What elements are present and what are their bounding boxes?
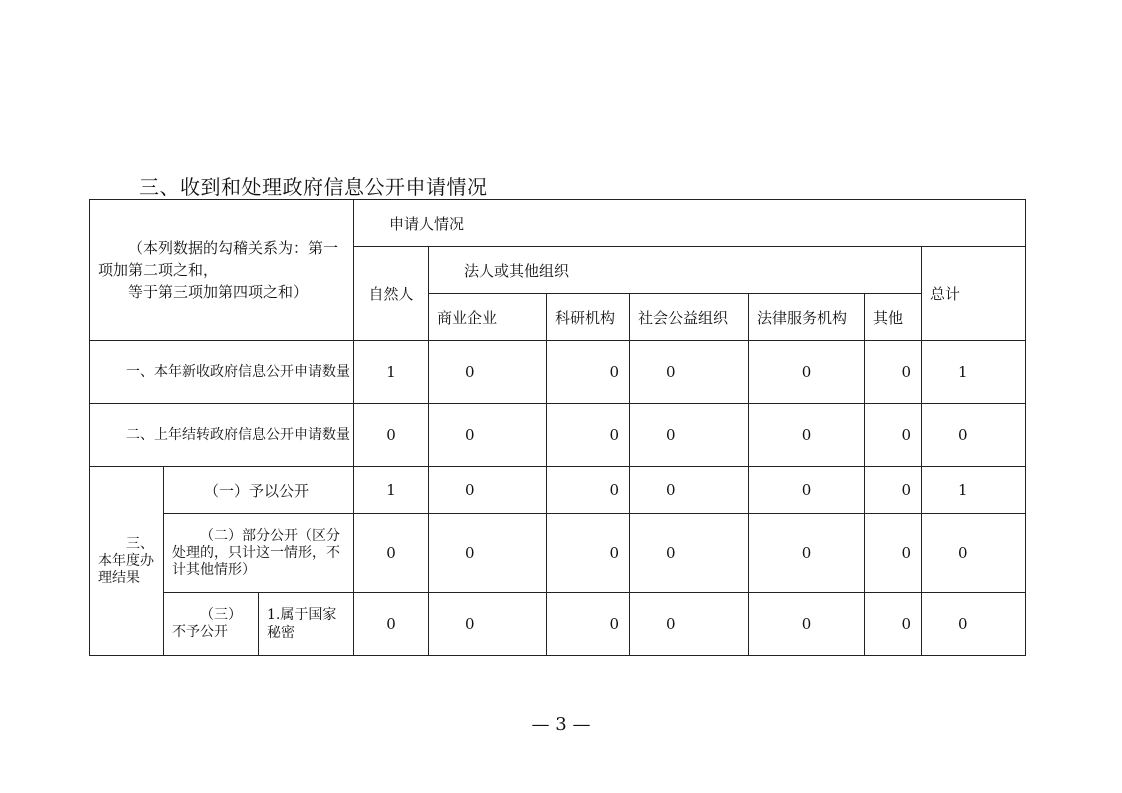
- type-public-welfare-org: 社会公益组织: [630, 294, 749, 341]
- value-cell: 0: [749, 404, 865, 467]
- row-label-disclosed: （一）予以公开: [164, 467, 354, 514]
- applicant-header: 申请人情况: [354, 200, 1026, 247]
- value-cell: 0: [547, 404, 630, 467]
- type-research-institution: 科研机构: [547, 294, 630, 341]
- table-row: [90, 593, 1026, 656]
- row-label-carried: 二、上年结转政府信息公开申请数量: [90, 404, 354, 467]
- value-cell: 0: [429, 514, 547, 593]
- table-row: [90, 341, 1026, 404]
- table-row: [90, 514, 1026, 593]
- legal-person-header: 法人或其他组织: [429, 247, 922, 294]
- row-label-partial: （二）部分公开（区分处理的，只计这一情形，不计其他情形）: [164, 514, 354, 593]
- value-cell: 0: [429, 467, 547, 514]
- value-cell: 0: [749, 467, 865, 514]
- relation-note-line2: 等于第三项加第四项之和）: [128, 283, 309, 301]
- value-cell: 0: [749, 593, 865, 656]
- type-other: 其他: [865, 294, 922, 341]
- value-cell: 0: [630, 341, 749, 404]
- value-cell: 0: [749, 514, 865, 593]
- value-cell: 0: [865, 514, 922, 593]
- value-cell: 0: [429, 404, 547, 467]
- application-statistics-table: [89, 199, 1026, 656]
- section-title: 三、收到和处理政府信息公开申请情况: [139, 175, 488, 199]
- row-label-state-secret: 1.属于国家秘密: [259, 593, 354, 656]
- value-cell: 0: [630, 593, 749, 656]
- value-cell: 0: [922, 593, 1026, 656]
- value-cell: 0: [922, 514, 1026, 593]
- natural-person-header: 自然人: [354, 247, 429, 341]
- value-cell: 0: [547, 341, 630, 404]
- value-cell: 0: [429, 593, 547, 656]
- value-cell: 0: [547, 514, 630, 593]
- not-disclosed-label: （三）不予公开: [164, 593, 259, 656]
- row-label-new: 一、本年新收政府信息公开申请数量: [90, 341, 354, 404]
- type-legal-service-org: 法律服务机构: [749, 294, 865, 341]
- value-cell: 0: [630, 404, 749, 467]
- value-cell: 0: [922, 404, 1026, 467]
- value-cell: 0: [429, 341, 547, 404]
- value-cell: 1: [354, 341, 429, 404]
- type-commercial-enterprise: 商业企业: [429, 294, 547, 341]
- value-cell: 0: [749, 341, 865, 404]
- value-cell: 0: [354, 514, 429, 593]
- result-group-label: 三、本年度办理结果: [90, 467, 164, 656]
- value-cell: 0: [865, 593, 922, 656]
- value-cell: 0: [630, 467, 749, 514]
- value-cell: 1: [354, 467, 429, 514]
- value-cell: 0: [547, 593, 630, 656]
- value-cell: 1: [922, 467, 1026, 514]
- value-cell: 0: [630, 514, 749, 593]
- value-cell: 0: [547, 467, 630, 514]
- table-row: [90, 467, 1026, 514]
- value-cell: 0: [865, 467, 922, 514]
- relation-note-line1: （本列数据的勾稽关系为：第一项加第二项之和，: [98, 239, 339, 279]
- page-number: — 3 —: [531, 714, 591, 735]
- value-cell: 0: [865, 404, 922, 467]
- value-cell: 0: [354, 404, 429, 467]
- value-cell: 1: [922, 341, 1026, 404]
- value-cell: 0: [865, 341, 922, 404]
- value-cell: 0: [354, 593, 429, 656]
- table-row: [90, 404, 1026, 467]
- total-header: 总计: [922, 247, 1026, 341]
- relation-note-cell: [90, 200, 354, 341]
